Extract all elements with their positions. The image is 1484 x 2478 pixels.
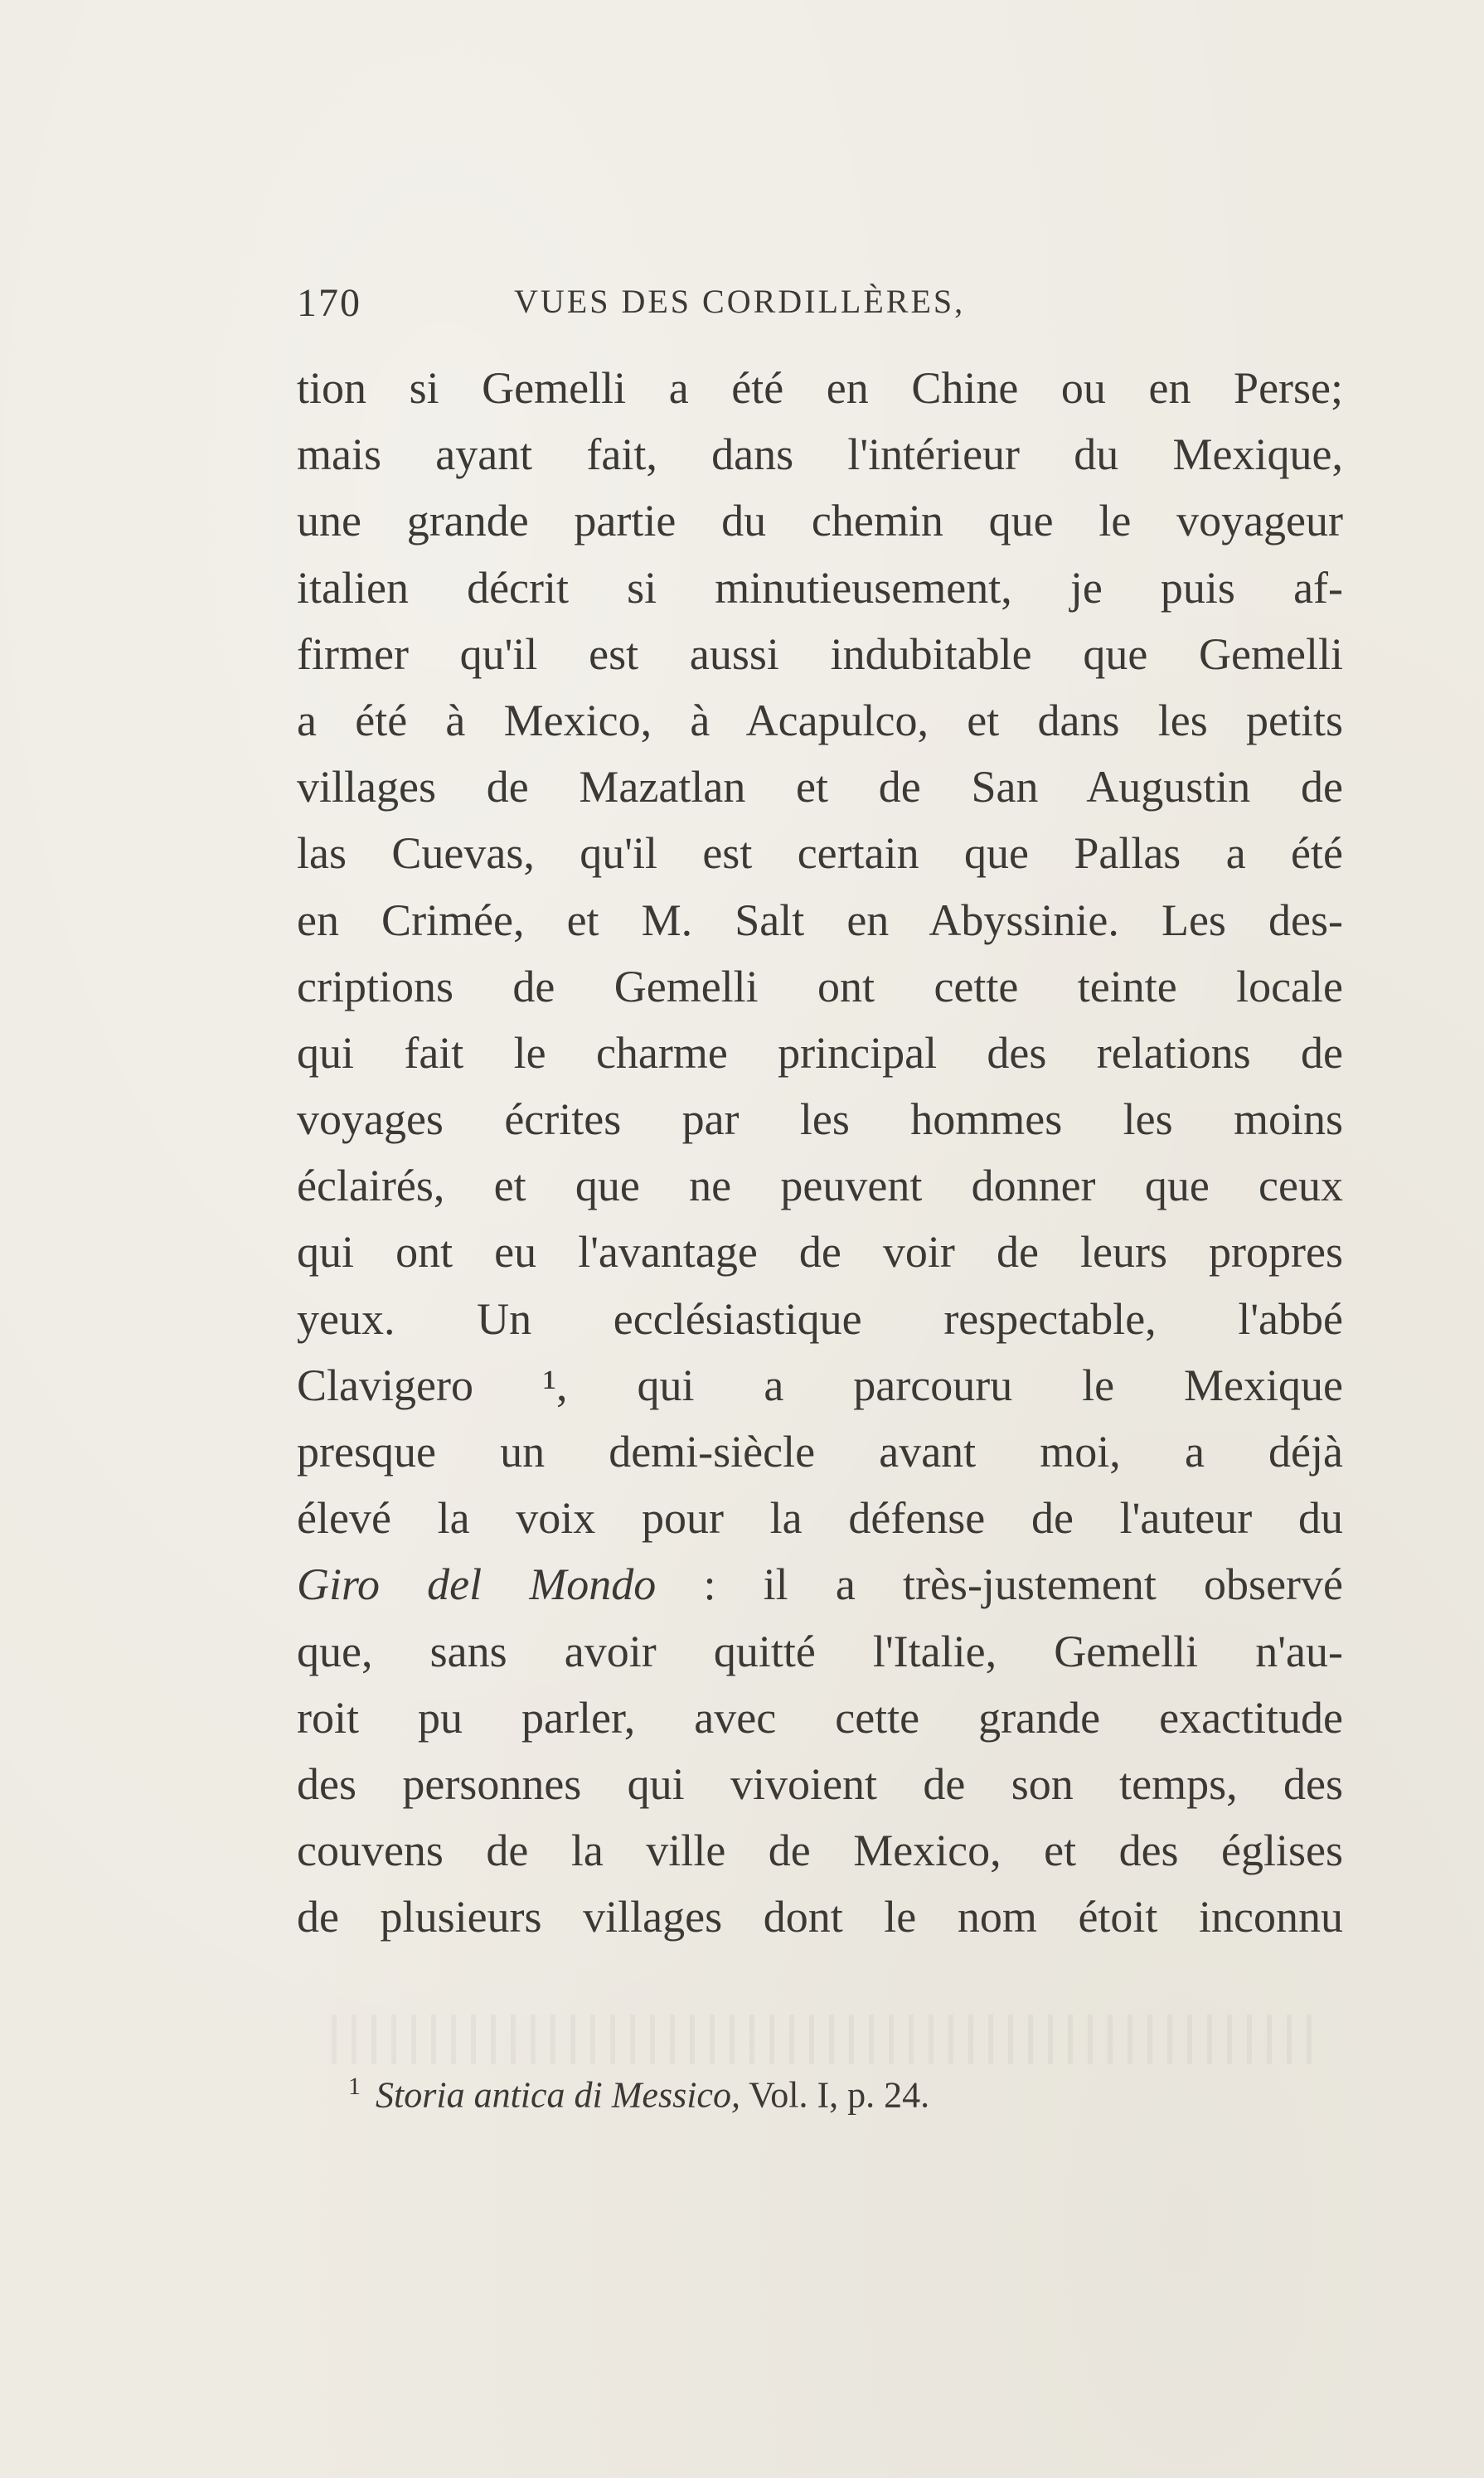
text-line: de plusieurs villages dont le nom étoit inconnu	[297, 1892, 1343, 1942]
text-line: une grande partie du chemin que le voyageur	[297, 496, 1343, 546]
text-line: Clavigero ¹, qui a parcouru le Mexique	[297, 1360, 1343, 1410]
text-line: italien décrit si minutieusement, je puis af-	[297, 562, 1343, 613]
footnote-title: Storia antica di Messico,	[376, 2074, 740, 2116]
text-line: en Crimée, et M. Salt en Abyssinie. Les des-	[297, 895, 1343, 945]
footnote-mark: 1	[348, 2073, 361, 2100]
text-line: firmer qu'il est aussi indubitable que Gemelli	[297, 628, 1343, 679]
book-title-italic: Giro del Mondo	[297, 1559, 657, 1610]
page-number: 170	[297, 281, 361, 325]
text-line-rest: : il a très-justement observé	[656, 1559, 1343, 1610]
body-text	[297, 355, 1343, 1951]
footnote	[348, 2073, 929, 2117]
text-line: élevé la voix pour la défense de l'auteur du	[297, 1493, 1343, 1544]
text-line: las Cuevas, qu'il est certain que Pallas a été	[297, 828, 1343, 879]
text-line: a été à Mexico, à Acapulco, et dans les petits	[297, 695, 1343, 745]
text-line: criptions de Gemelli ont cette teinte locale	[297, 961, 1343, 1011]
show-through-ink	[332, 2015, 1326, 2064]
text-line: roit pu parler, avec cette grande exactitude	[297, 1692, 1343, 1743]
text-line: presque un demi-siècle avant moi, a déjà	[297, 1427, 1343, 1477]
text-line: couvens de la ville de Mexico, et des églises	[297, 1826, 1343, 1876]
text-line: éclairés, et que ne peuvent donner que ceux	[297, 1161, 1343, 1211]
text-line: tion si Gemelli a été en Chine ou en Perse;	[297, 363, 1343, 413]
text-line: yeux. Un ecclésiastique respectable, l'abbé	[297, 1293, 1343, 1344]
text-line: qui fait le charme principal des relations de	[297, 1027, 1343, 1078]
text-line: que, sans avoir quitté l'Italie, Gemelli n'au-	[297, 1626, 1343, 1676]
page-header	[297, 280, 1126, 338]
text-line: des personnes qui vivoient de son temps, des	[297, 1758, 1343, 1809]
running-head: VUES DES CORDILLÈRES,	[514, 283, 966, 320]
text-line: qui ont eu l'avantage de voir de leurs propres	[297, 1227, 1343, 1278]
text-line: villages de Mazatlan et de San Augustin de	[297, 762, 1343, 812]
footnote-reference: Vol. I, p. 24.	[740, 2074, 930, 2116]
text-line	[297, 1551, 1343, 1617]
text-line: mais ayant fait, dans l'intérieur du Mexique,	[297, 429, 1343, 480]
text-line: voyages écrites par les hommes les moins	[297, 1094, 1343, 1145]
